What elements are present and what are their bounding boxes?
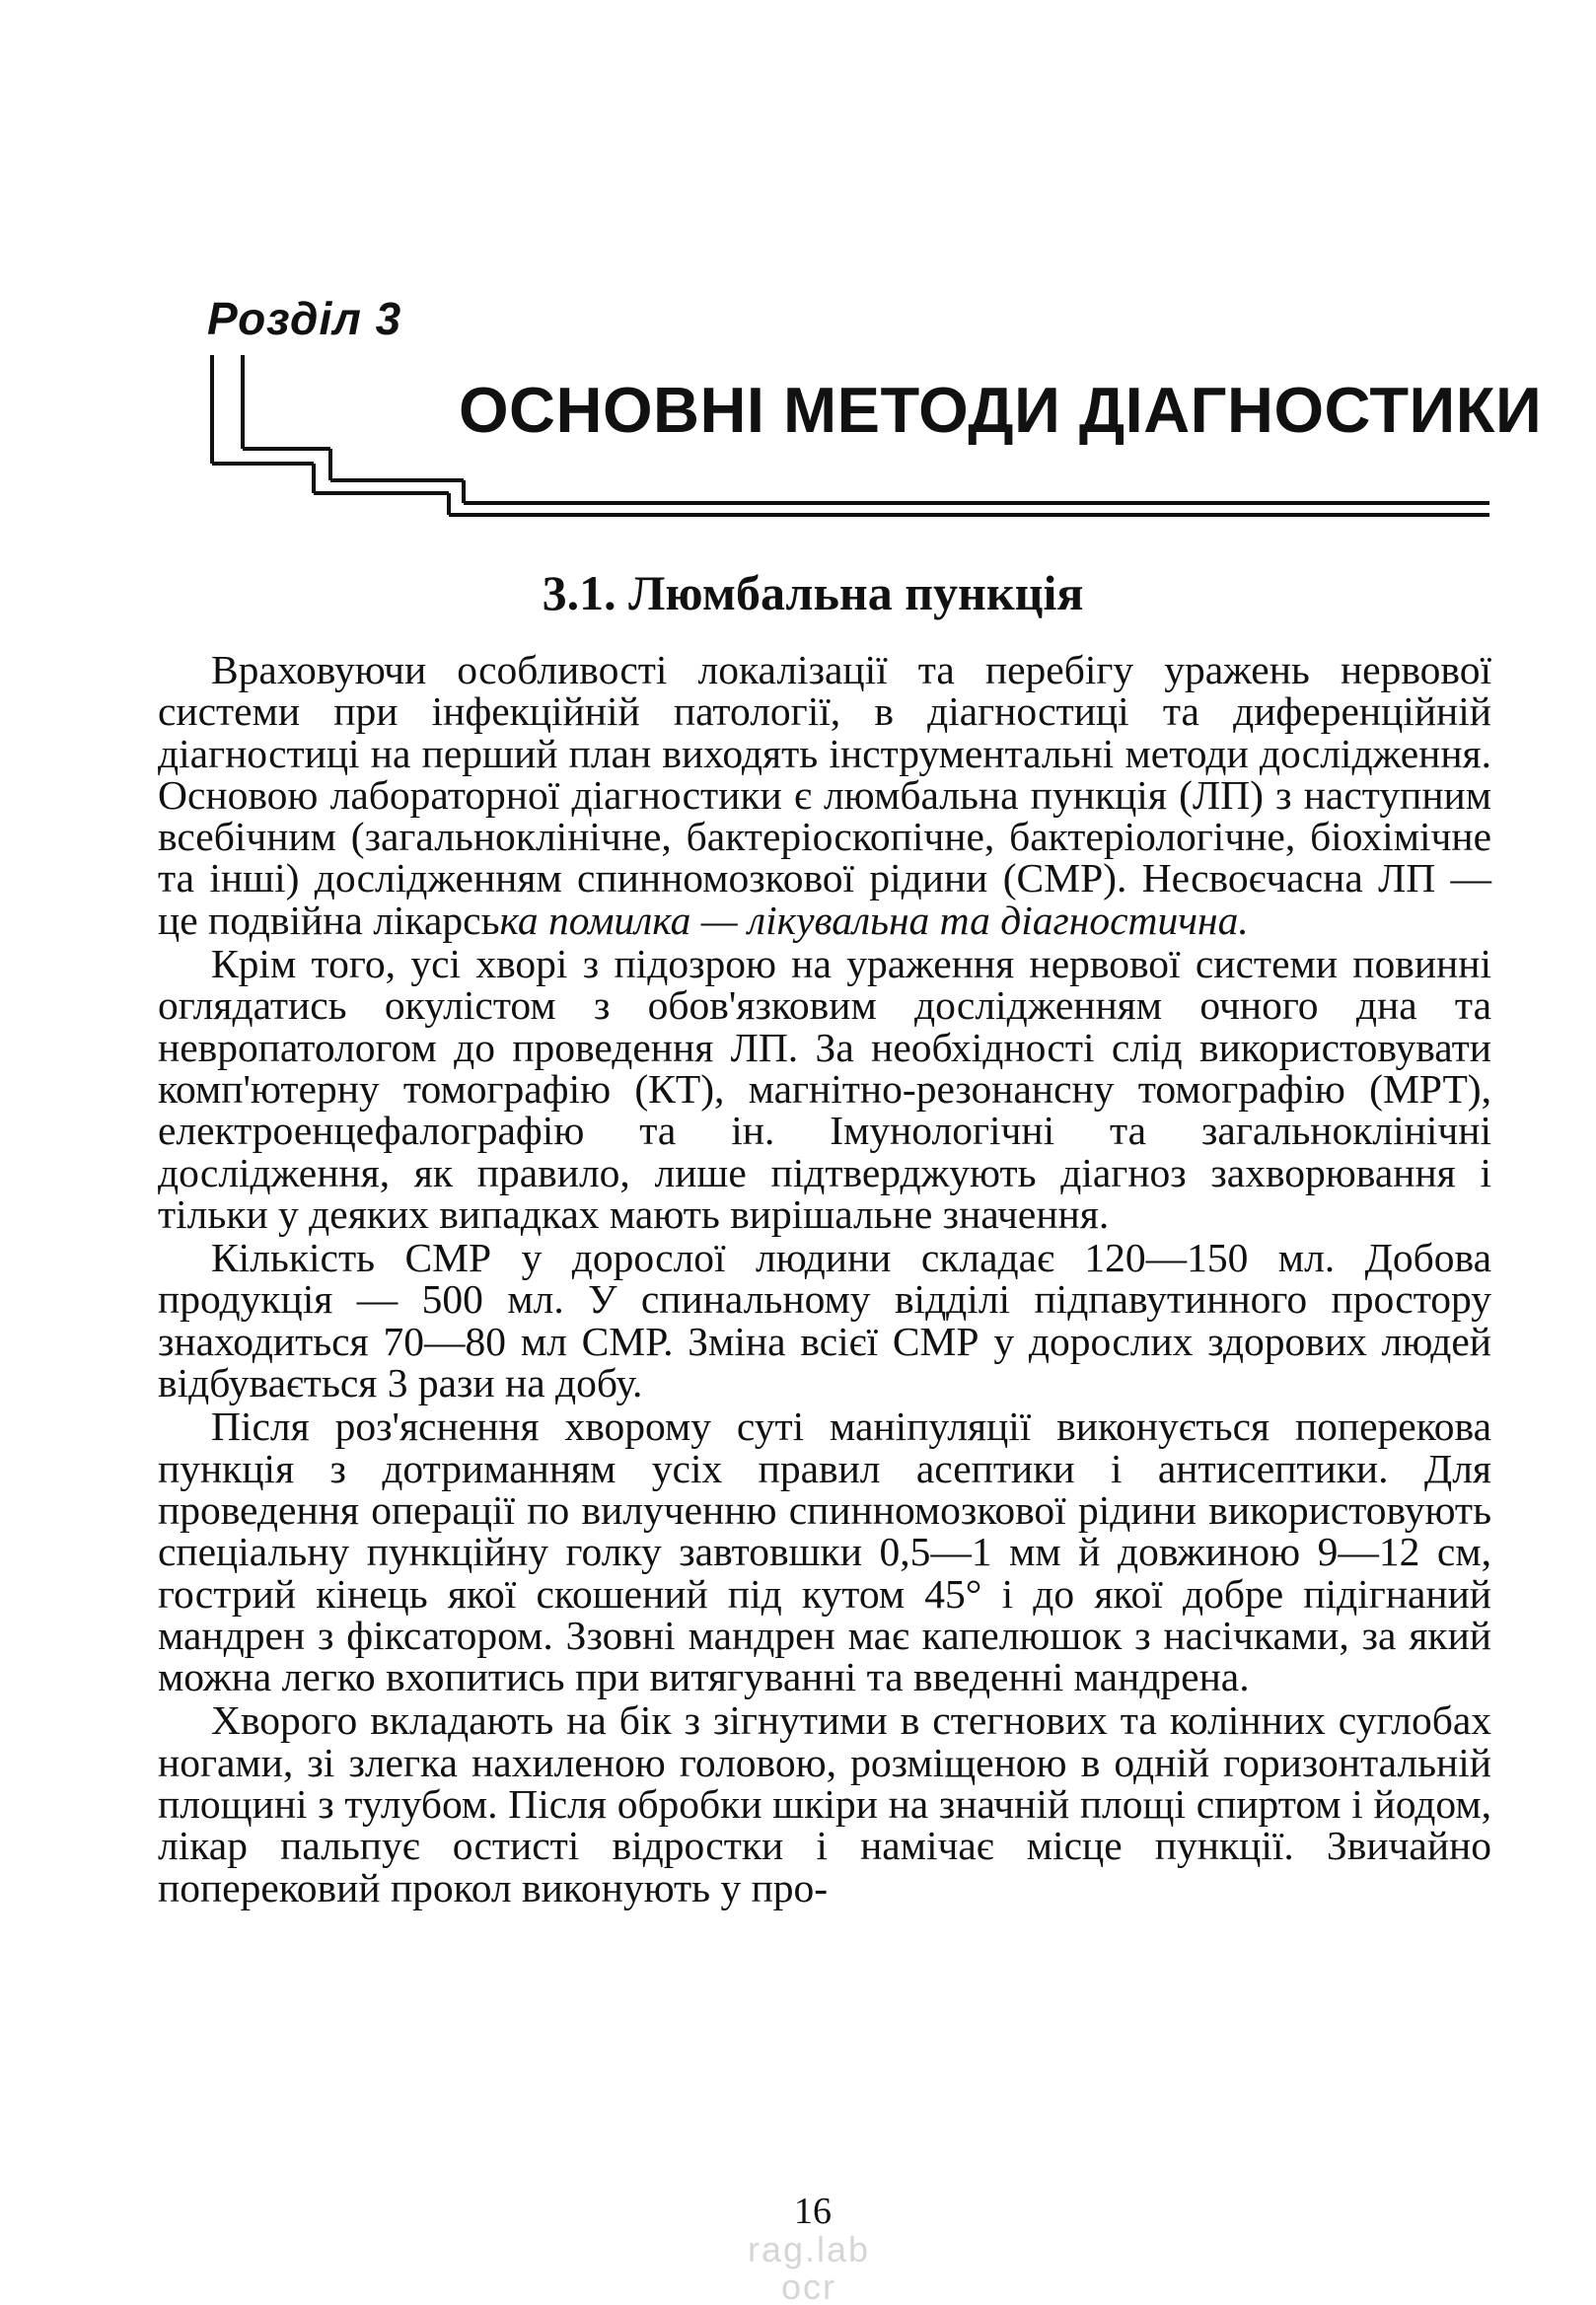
scan-watermark [690, 2231, 927, 2305]
section-title: 3.1. Люмбальна пункція [542, 565, 1084, 620]
chapter-title: ОСНОВНІ МЕТОДИ ДІАГНОСТИКИ [459, 374, 1543, 446]
page-number: 16 [794, 2191, 832, 2232]
watermark-line: rag.lab [747, 2229, 871, 2269]
paragraph: Крім того, усі хворі з підозрою на ураження нервової системи повинні оглядатись окулістом з обов'язковим дослідженням очного дна та невропатологом до проведення ЛП. За необхідності слід використовувати комп'ютерну томографію (КТ), магнітно-резонансну томографію (МРТ), електроенцефалографію та ін. Імунологічні та загальноклінічні дослідження, як правило, лише підтверджують діагноз захворювання і тільки у деяких випадках мають вирішальне значення. [158, 941, 1491, 1237]
chapter-bracket-ornament [0, 0, 1596, 592]
chapter-label: Розділ 3 [207, 293, 402, 344]
paragraph [158, 649, 1491, 941]
paragraph-text: Враховуючи особливості локалізації та перебігу уражень нервової системи при інфекційній патології, в діагностиці та диференційній діагностиці на перший план виходять інструментальні методи дослідження. Основою лабораторної діагностики є люмбальна пункція (ЛП) з наступним всебічним (загальноклінічне, бактеріоскопічне, бактеріологічне, біохімічне та інші) дослідженням спинномозкової рідини (СМР). Несвоєчасна ЛП — це подвійна лікарсь [158, 647, 1491, 943]
paragraph-italic-text: ка помилка — лікувальна та діагностична. [499, 897, 1249, 943]
watermark-line: ocr [780, 2267, 836, 2305]
body-text [158, 649, 1491, 1909]
paragraph: Кількість СМР у дорослої людини складає 120—150 мл. Добова продукція — 500 мл. У спинальному відділі підпавутинного простору знаходиться 70—80 мл СМР. Зміна всієї СМР у дорослих здорових людей відбувається 3 рази на добу. [158, 1235, 1491, 1406]
paragraph: Хворого вкладають на бік з зігнутими в стегнових та колінних суглобах ногами, зі злегка нахиленою головою, розміщеною в одній горизонтальній площині з тулубом. Після обробки шкіри на значній площі спиртом і йодом, лікар пальпує остисті відростки і намічає місце пункції. Звичайно поперековий прокол виконують у про- [158, 1697, 1491, 1910]
paragraph: Після роз'яснення хворому суті маніпуляції виконується поперекова пункція з дотриманням усіх правил асептики і антисептики. Для проведення операції по вилученню спинномозкової рідини використовують спеціальну пункційну голку завтовшки 0,5—1 мм й довжиною 9—12 см, гострий кінець якої скошений під кутом 45° і до якої добре підігнаний мандрен з фіксатором. Ззовні мандрен має капелюшок з насічками, за який можна легко вхопитись при витягуванні та введенні мандрена. [158, 1404, 1491, 1700]
